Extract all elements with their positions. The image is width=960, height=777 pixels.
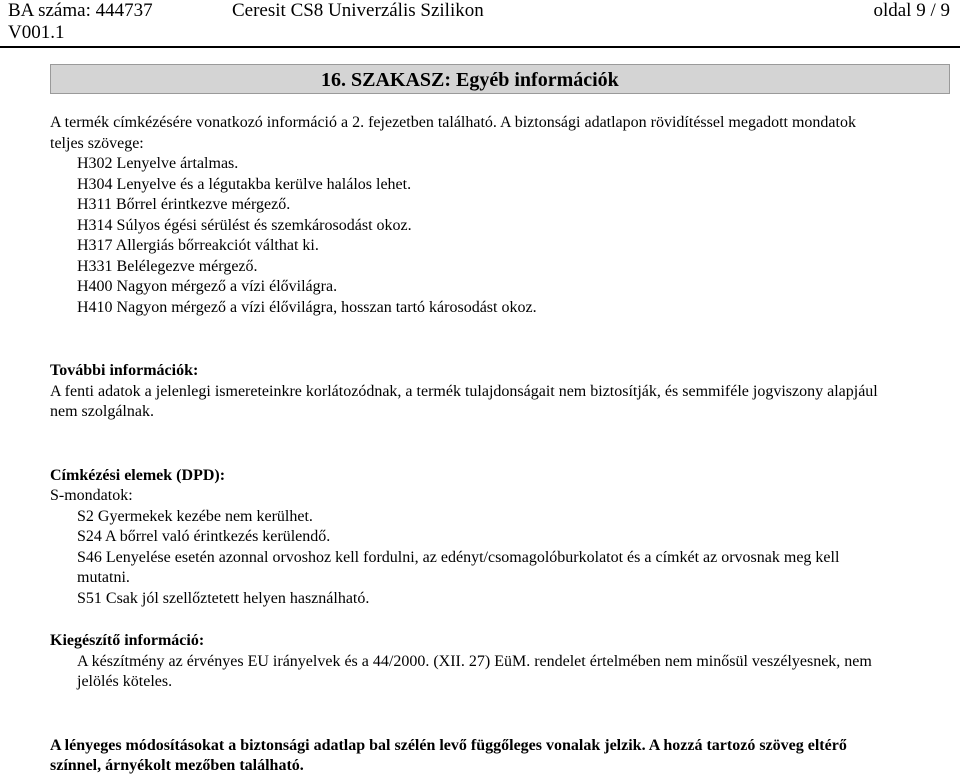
h-phrase: H311 Bőrrel érintkezve mérgező.	[77, 196, 291, 213]
version-label: V001.1	[8, 22, 65, 43]
supplementary-text: jelölés köteles.	[77, 673, 173, 690]
h-phrase: H317 Allergiás bőrreakciót válthat ki.	[77, 237, 319, 254]
h-phrase: H304 Lenyelve és a légutakba kerülve halálos lehet.	[77, 175, 412, 193]
product-name: Ceresit CS8 Univerzális Szilikon	[232, 0, 484, 21]
further-info-heading: További információk:	[50, 362, 199, 379]
h-phrase: H400 Nagyon mérgező a vízi élővilágra.	[77, 278, 338, 295]
s-phrases-label: S-mondatok:	[50, 487, 133, 504]
s-phrase: S51 Csak jól szellőztetett helyen használható.	[77, 589, 370, 607]
h-phrase: H410 Nagyon mérgező a vízi élővilágra, hosszan tartó károsodást okoz.	[77, 298, 537, 316]
page-number: oldal 9 / 9	[873, 0, 950, 21]
s-phrase: S2 Gyermekek kezébe nem kerülhet.	[77, 507, 313, 525]
supplementary-heading: Kiegészítő információ:	[50, 632, 205, 649]
labelling-heading: Címkézési elemek (DPD):	[50, 466, 226, 484]
intro-line: A termék címkézésére vonatkozó információ a 2. fejezetben található. A biztonsági adatlapon rövidítéssel megadott mondatok	[50, 114, 856, 131]
header-divider	[0, 46, 960, 48]
intro-line: teljes szövege:	[50, 134, 144, 152]
s-phrase: S46 Lenyelése esetén azonnal orvoshoz kell fordulni, az edényt/csomagolóburkolatot és a címkét az orvosnak meg kell	[77, 548, 840, 566]
h-phrase: H302 Lenyelve ártalmas.	[77, 155, 239, 172]
h-phrase: H314 Súlyos égési sérülést és szemkárosodást okoz.	[77, 216, 412, 234]
document-body	[50, 113, 955, 777]
document-number: BA száma: 444737	[8, 0, 153, 21]
section-heading-bar	[50, 64, 950, 94]
supplementary-text: A készítmény az érvényes EU irányelvek és a 44/2000. (XII. 27) EüM. rendelet értelmében nem minősül veszélyesnek, nem	[77, 652, 872, 670]
section-title: 16. SZAKASZ: Egyéb információk	[321, 69, 619, 91]
h-phrase: H331 Belélegezve mérgező.	[77, 257, 258, 275]
s-phrase: mutatni.	[77, 569, 130, 586]
s-phrase: S24 A bőrrel való érintkezés kerülendő.	[77, 528, 331, 545]
revision-note: színnel, árnyékolt mezőben található.	[50, 757, 304, 774]
revision-note: A lényeges módosításokat a biztonsági adatlap bal szélén levő függőleges vonalak jelzik. A hozzá tartozó szöveg eltérő	[50, 736, 847, 754]
further-info-text: A fenti adatok a jelenlegi ismereteinkre korlátozódnak, a termék tulajdonságait nem biztosítják, és semmiféle jogviszony alapjául	[50, 382, 878, 400]
further-info-text: nem szolgálnak.	[50, 403, 154, 420]
